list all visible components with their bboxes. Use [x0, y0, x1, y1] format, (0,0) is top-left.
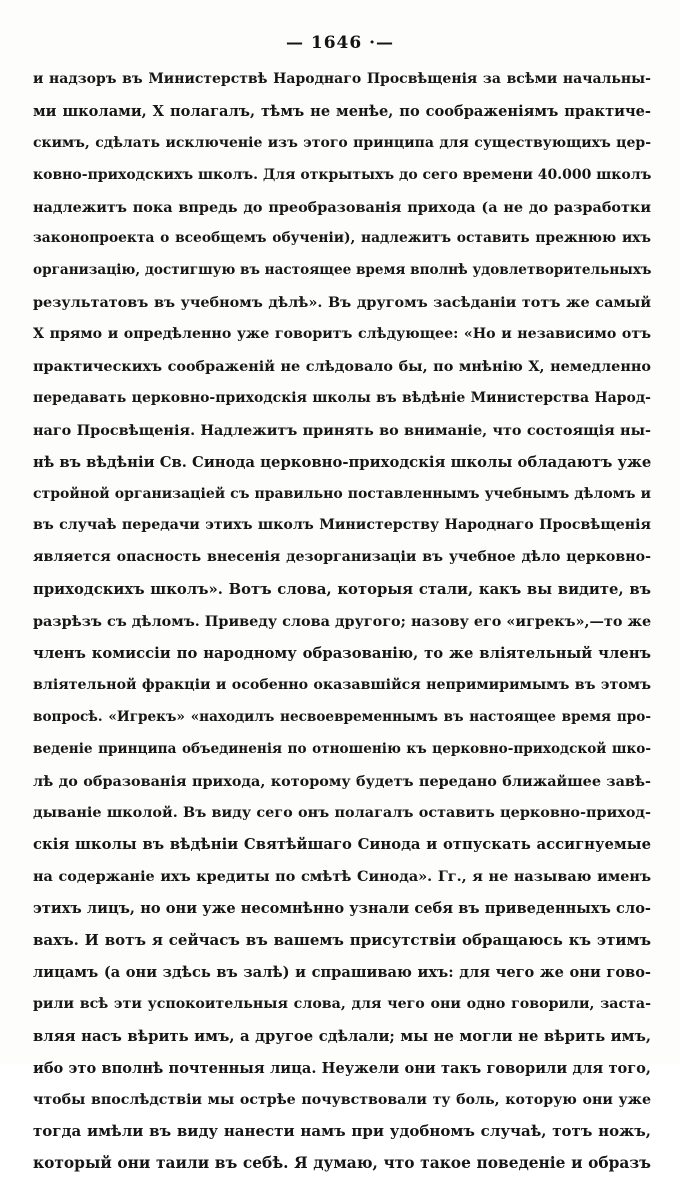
- text-line: наго Просвѣщенія. Надлежитъ принять во вниманіе, что состоящія ны-: [33, 421, 651, 439]
- text-line: организацію, достигшую въ настоящее время вполнѣ удовлетворительныхъ: [33, 262, 651, 279]
- text-line: вліятельной фракціи и особенно оказавшійся непримиримымъ въ этомъ: [33, 676, 651, 693]
- text-line: и надзоръ въ Министерствѣ Народнаго Просвѣщенія за всѣми начальны-: [33, 71, 651, 87]
- text-line: на содержаніе ихъ кредиты по смѣтѣ Синода». Гг., я не называю именъ: [33, 868, 651, 886]
- text-line: вопросѣ. «Игрекъ» «находилъ несвоевременнымъ въ настоящее время про-: [33, 708, 651, 725]
- text-line: X прямо и опредѣленно уже говоритъ слѣдующее: «Но и независимо отъ: [33, 326, 651, 343]
- text-line: ибо это вполнѣ почтенныя лица. Неужели они такъ говорили для того,: [33, 1059, 651, 1077]
- text-line: ми школами, X полагалъ, тѣмъ не менѣе, по соображеніямъ практиче-: [33, 102, 651, 120]
- body-text: [33, 64, 651, 1180]
- text-line: нѣ въ вѣдѣніи Св. Синода церковно-приходскія школы обладаютъ уже: [33, 453, 651, 471]
- text-line: результатовъ въ учебномъ дѣлѣ». Въ другомъ засѣданіи тотъ же самый: [33, 294, 651, 312]
- text-line: лѣ до образованія прихода, которому будетъ передано ближайшее завѣ-: [33, 772, 651, 790]
- text-line: разрѣзъ съ дѣломъ. Приведу слова другого; назову его «игрекъ»,—то же: [33, 613, 651, 631]
- text-line: законопроекта о всеобщемъ обученіи), надлежитъ оставить прежнюю ихъ: [33, 230, 651, 247]
- text-line: ковно-приходскихъ школъ. Для открытыхъ до сего времени 40.000 школъ: [33, 166, 651, 183]
- text-line: тогда имѣли въ виду нанести намъ при удобномъ случаѣ, тотъ ножъ,: [33, 1122, 651, 1141]
- text-line: чтобы впослѣдствіи мы острѣе почувствовали ту боль, которую они уже: [33, 1091, 651, 1108]
- text-line: веденіе принципа объединенія по отношенію къ церковно-приходской шко-: [33, 740, 651, 757]
- text-line: передавать церковно-приходскія школы въ вѣдѣніе Министерства Народ-: [33, 389, 651, 406]
- text-line: надлежитъ пока впредь до преобразованія прихода (а не до разработки: [33, 198, 651, 216]
- text-line: этихъ лицъ, но они уже несомнѣнно узнали себя въ приведенныхъ сло-: [33, 900, 651, 918]
- text-line: приходскихъ школъ». Вотъ слова, которыя стали, какъ вы видите, въ: [33, 581, 651, 599]
- text-line: дываніе школой. Въ виду сего онъ полагалъ оставить церковно-приход-: [33, 804, 651, 822]
- text-line: въ случаѣ передачи этихъ школъ Министерству Народнаго Просвѣщенія: [33, 517, 651, 534]
- text-line: вляя насъ вѣрить имъ, а другое сдѣлали; мы не могли не вѣрить имъ,: [33, 1027, 651, 1045]
- page-number: — 1646 ·—: [285, 33, 395, 53]
- text-line: стройной организаціей съ правильно поставленнымъ учебнымъ дѣломъ и: [33, 485, 651, 502]
- text-line: скимъ, сдѣлать исключеніе изъ этого принципа для существующихъ цер-: [33, 134, 651, 151]
- text-line: является опасность внесенія дезорганизаціи въ учебное дѣло церковно-: [33, 549, 651, 566]
- text-line: лицамъ (а они здѣсь въ залѣ) и спрашиваю ихъ: для чего же они гово-: [33, 963, 651, 981]
- text-line: рили всѣ эти успокоительныя слова, для чего они одно говорили, заста-: [33, 995, 651, 1012]
- text-line: членъ комиссіи по народному образованію, то же вліятельный членъ: [33, 645, 651, 663]
- text-line: вахъ. И вотъ я сейчасъ въ вашемъ присутствіи обращаюсь къ этимъ: [33, 931, 651, 950]
- text-line: практическихъ соображеній не слѣдовало бы, по мнѣнію X, немедленно: [33, 358, 651, 376]
- text-line: который они таили въ себѣ. Я думаю, что такое поведеніе и образъ: [33, 1154, 651, 1173]
- text-line: скія школы въ вѣдѣніи Святѣйшаго Синода и отпускать ассигнуемые: [33, 836, 651, 854]
